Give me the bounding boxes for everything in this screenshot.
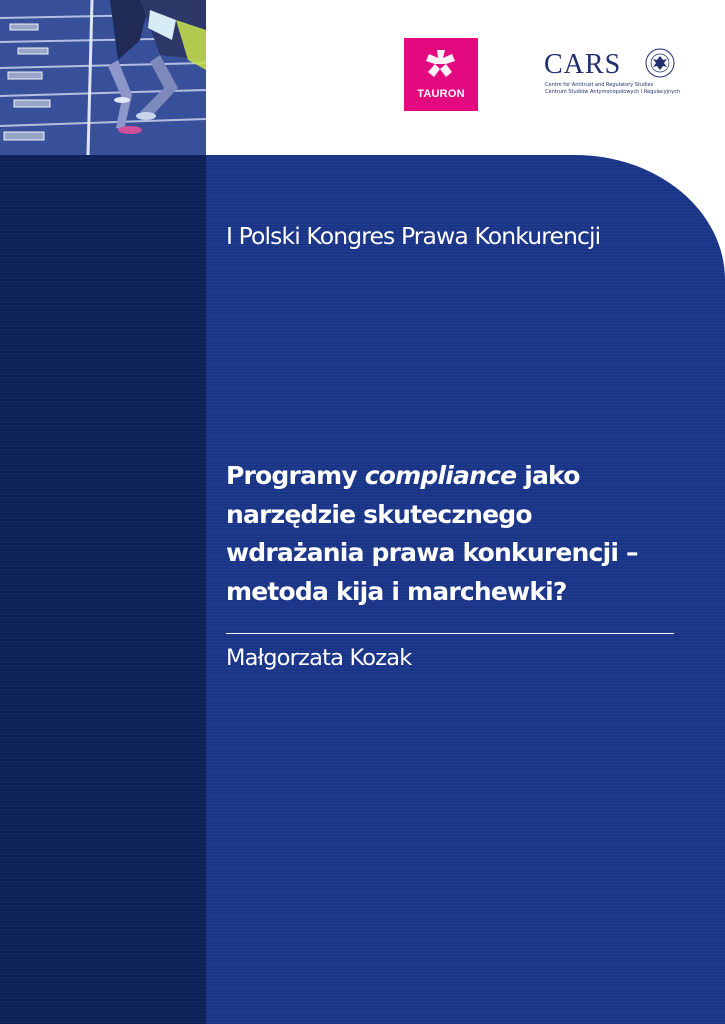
cover-photo-sprinters [0, 0, 206, 155]
tauron-logo [404, 38, 478, 111]
tauron-star-icon [424, 48, 458, 82]
cars-subtitle-pl: Centrum Studiów Antymonopolowych i Regulacyjnych [545, 89, 681, 95]
tauron-wordmark: TAURON [417, 88, 465, 100]
series-title: I Polski Kongres Prawa Konkurencji [226, 222, 601, 250]
title-line-4: metoda kija i marchewki? [226, 576, 567, 606]
cars-logo [544, 46, 681, 106]
cover-left-band [0, 155, 206, 1024]
sprinters-image [0, 0, 206, 155]
title-line-3: wdrażania prawa konkurencji – [226, 538, 638, 567]
university-seal-icon [644, 46, 676, 80]
cars-subtitle-en: Centre for Antitrust and Regulatory Studies [545, 82, 654, 88]
document-title [226, 457, 696, 611]
title-line-2: narzędzie skutecznego [226, 499, 532, 529]
author-name: Małgorzata Kozak [226, 645, 412, 671]
title-divider [226, 633, 674, 634]
title-line-1: Programy compliance jako [226, 461, 580, 490]
cars-wordmark: CARS [544, 49, 622, 80]
